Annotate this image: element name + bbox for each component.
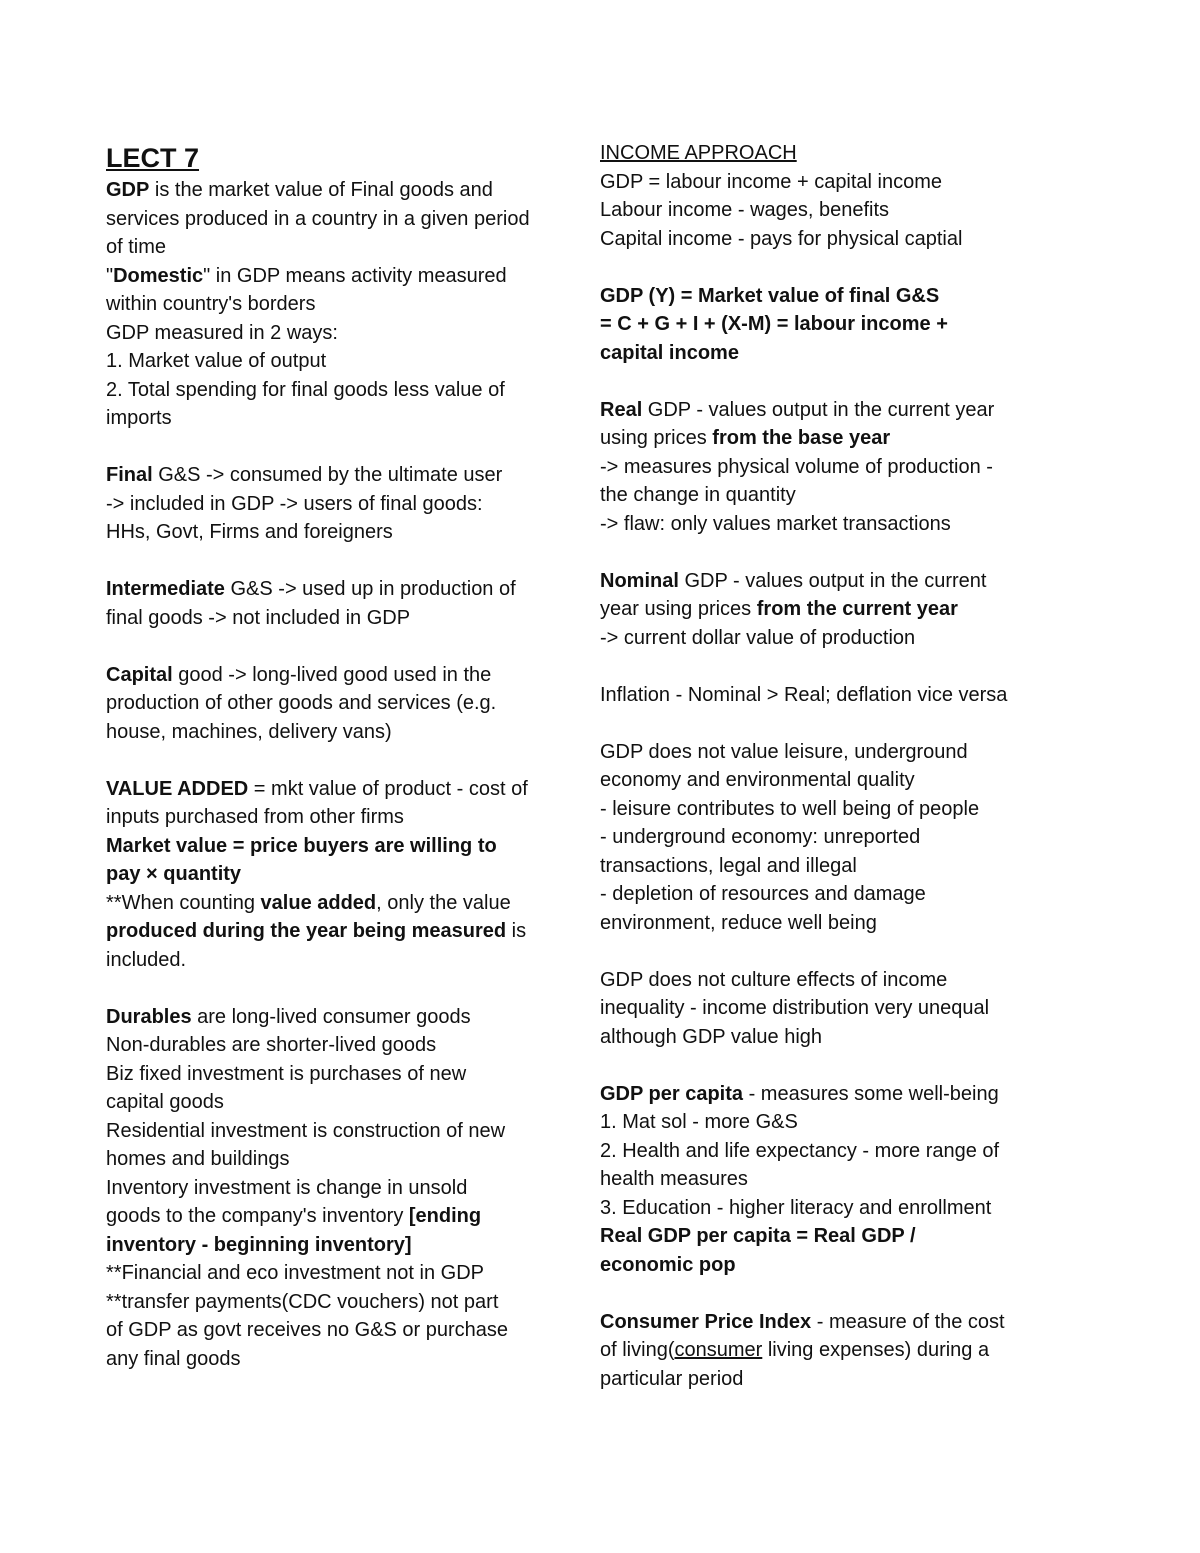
- note-text: GDP does not value leisure, underground: [600, 740, 968, 763]
- left-note-line: [106, 775, 528, 803]
- left-note-line: [106, 889, 511, 917]
- note-text: **Financial and eco investment not in GDP: [106, 1262, 484, 1284]
- note-text: 1. Market value of output: [106, 350, 327, 372]
- note-text: GDP = labour income + capital income: [600, 170, 943, 193]
- right-note-line: [600, 1336, 989, 1364]
- note-text: of GDP as govt receives no G&S or purchase: [106, 1319, 509, 1341]
- note-text: environment, reduce well being: [600, 911, 877, 934]
- right-note-line: [600, 1308, 1005, 1336]
- bold-text: GDP per capita: [600, 1082, 744, 1105]
- right-note-line: [600, 510, 951, 538]
- bold-text: pay × quantity: [106, 863, 242, 885]
- note-text: any final goods: [106, 1347, 241, 1370]
- left-note-line: [106, 1202, 481, 1230]
- underlined-text: INCOME APPROACH: [600, 142, 797, 164]
- right-note-line: [600, 453, 993, 481]
- note-text: Capital income - pays for physical captial: [600, 227, 963, 250]
- note-text: G&S -> consumed by the ultimate user: [152, 464, 503, 486]
- note-text: Inventory investment is change in unsold: [106, 1176, 468, 1199]
- note-text: Biz fixed investment is purchases of new: [106, 1062, 467, 1085]
- bold-text: capital income: [600, 341, 739, 364]
- note-text: inequality - income distribution very unequal: [600, 997, 990, 1019]
- bold-text: Durables: [106, 1005, 192, 1028]
- left-note-line: [106, 718, 392, 746]
- right-note-line: [600, 909, 877, 937]
- note-text: GDP does not culture effects of income: [600, 968, 948, 991]
- note-text: - leisure contributes to well being of people: [600, 797, 980, 820]
- note-text: " in GDP means activity measured: [203, 264, 507, 287]
- left-note-line: [106, 490, 483, 518]
- right-note-line: [600, 1222, 916, 1250]
- bold-text: Nominal: [600, 569, 679, 592]
- note-text: **transfer payments(CDC vouchers) not part: [106, 1290, 499, 1313]
- note-text: are long-lived consumer goods: [191, 1005, 471, 1028]
- bold-text: value added: [260, 891, 377, 914]
- left-note-line: [106, 1345, 241, 1373]
- right-note-line: [600, 766, 915, 794]
- left-note-line: [106, 661, 491, 689]
- right-note-line: [600, 880, 926, 908]
- bold-text: from the current year: [756, 598, 958, 620]
- note-text: goods to the company's inventory: [106, 1205, 409, 1227]
- left-note-line: [106, 176, 493, 204]
- left-note-line: [106, 376, 505, 404]
- bold-text: inventory - beginning inventory]: [106, 1233, 412, 1256]
- right-note-line: [600, 196, 889, 224]
- left-note-line: [106, 1060, 466, 1088]
- right-note-line: [600, 1137, 999, 1165]
- right-note-line: [600, 1108, 798, 1136]
- note-text: - depletion of resources and damage: [600, 883, 926, 905]
- underlined-text: consumer: [674, 1339, 763, 1361]
- note-text: = mkt value of product - cost of: [248, 777, 528, 800]
- left-note-line: [106, 803, 404, 831]
- bold-text: Consumer Price Index: [600, 1310, 812, 1333]
- bold-text: = C + G + I + (X-M) = labour income +: [600, 313, 948, 335]
- right-note-line: [600, 310, 948, 338]
- right-note-line: [600, 1023, 822, 1051]
- bold-text: Domestic: [113, 264, 204, 287]
- note-text: ": [106, 264, 114, 287]
- note-text: included.: [106, 948, 187, 971]
- note-text: living expenses) during a: [762, 1339, 990, 1361]
- left-note-line: [106, 1174, 467, 1202]
- note-text: **When counting: [106, 891, 261, 914]
- bold-text: VALUE ADDED: [106, 777, 249, 800]
- left-note-line: [106, 1288, 498, 1316]
- note-text: economy and environmental quality: [600, 769, 915, 791]
- note-text: house, machines, delivery vans): [106, 720, 392, 743]
- left-note-line: [106, 262, 507, 290]
- note-text: capital goods: [106, 1091, 224, 1113]
- right-note-line: [600, 795, 979, 823]
- note-text: Labour income - wages, benefits: [600, 199, 890, 221]
- note-text: Inflation - Nominal > Real; deflation vice versa: [600, 683, 1008, 706]
- left-note-line: [106, 689, 496, 717]
- note-text: - measure of the cost: [811, 1310, 1005, 1333]
- note-text: -> included in GDP -> users of final goods:: [106, 492, 483, 515]
- note-text: using prices: [600, 427, 713, 449]
- left-note-line: [106, 319, 338, 347]
- right-note-line: [600, 225, 962, 253]
- left-note-line: [106, 1145, 289, 1173]
- note-text: the change in quantity: [600, 484, 796, 506]
- right-note-line: [600, 567, 986, 595]
- left-note-line: [106, 1316, 508, 1344]
- note-text: HHs, Govt, Firms and foreigners: [106, 521, 393, 543]
- note-text: within country's borders: [106, 293, 316, 315]
- left-note-line: [106, 1088, 224, 1116]
- bold-text: Real: [600, 398, 643, 421]
- right-note-line: [600, 681, 1007, 709]
- right-note-line: [600, 1080, 999, 1108]
- left-note-line: [106, 860, 241, 888]
- bold-text: Capital: [106, 663, 173, 686]
- note-text: year using prices: [600, 598, 757, 620]
- note-text: final goods -> not included in GDP: [106, 606, 411, 629]
- left-note-line: [106, 575, 516, 603]
- right-note-line: [600, 738, 968, 766]
- note-text: transactions, legal and illegal: [600, 854, 857, 877]
- bold-text: Market value = price buyers are willing to: [106, 834, 497, 857]
- right-note-line: [600, 424, 890, 452]
- right-note-line: [600, 852, 857, 880]
- note-text: Non-durables are shorter-lived goods: [106, 1034, 437, 1056]
- bold-text: [ending: [408, 1205, 482, 1227]
- right-note-line: [600, 1251, 736, 1279]
- note-text: is the market value of Final goods and: [149, 179, 493, 201]
- right-note-line: [600, 1365, 743, 1393]
- left-note-line: [106, 917, 526, 945]
- bold-text: Intermediate: [106, 578, 225, 600]
- note-text: although GDP value high: [600, 1025, 823, 1048]
- right-note-line: [600, 168, 942, 196]
- note-text: GDP - values output in the current year: [642, 398, 995, 421]
- note-text: good -> long-lived good used in the: [172, 663, 492, 686]
- note-text: - measures some well-being: [743, 1082, 999, 1105]
- note-text: GDP - values output in the current: [678, 569, 987, 592]
- right-note-line: [600, 823, 920, 851]
- left-note-line: [106, 404, 172, 432]
- bold-text: Real GDP per capita = Real GDP /: [600, 1225, 916, 1247]
- right-note-line: [600, 595, 958, 623]
- right-note-line: [600, 339, 739, 367]
- note-text: production of other goods and services (e.g.: [106, 692, 497, 714]
- note-text: Residential investment is construction of new: [106, 1119, 506, 1142]
- right-note-line: [600, 1165, 748, 1193]
- note-text: homes and buildings: [106, 1148, 290, 1170]
- bold-text: produced during the year being measured: [106, 920, 507, 942]
- bold-text: economic pop: [600, 1253, 736, 1276]
- left-note-line: [106, 233, 166, 261]
- note-text: imports: [106, 407, 172, 429]
- left-note-line: [106, 205, 530, 233]
- note-text: health measures: [600, 1168, 748, 1190]
- note-text: of living(: [600, 1339, 675, 1361]
- right-note-line: [600, 481, 796, 509]
- right-note-line: [600, 624, 915, 652]
- left-note-line: [106, 1117, 505, 1145]
- left-note-line: [106, 461, 502, 489]
- note-text: - underground economy: unreported: [600, 826, 921, 848]
- note-text: of time: [106, 236, 167, 258]
- note-text: 1. Mat sol - more G&S: [600, 1111, 798, 1133]
- note-text: is: [506, 920, 527, 942]
- right-note-line: [600, 1194, 991, 1222]
- bold-text: GDP: [106, 179, 150, 201]
- note-text: 2. Health and life expectancy - more range of: [600, 1139, 1000, 1162]
- left-note-line: [106, 1231, 412, 1259]
- note-text: 3. Education - higher literacy and enrollment: [600, 1196, 992, 1219]
- note-text: services produced in a country in a given period: [106, 207, 530, 230]
- left-note-line: [106, 1003, 471, 1031]
- note-text: -> measures physical volume of production -: [600, 455, 993, 478]
- note-text: 2. Total spending for final goods less value of: [106, 378, 505, 401]
- bold-text: Final: [106, 464, 153, 486]
- left-note-line: [106, 1259, 484, 1287]
- left-note-line: [106, 347, 326, 375]
- left-note-line: [106, 946, 186, 974]
- left-note-line: [106, 290, 315, 318]
- left-note-line: [106, 832, 497, 860]
- left-note-line: [106, 1031, 436, 1059]
- note-text: -> flaw: only values market transactions: [600, 512, 951, 535]
- note-text: -> current dollar value of production: [600, 626, 916, 649]
- right-note-line: [600, 396, 994, 424]
- right-note-line: [600, 139, 797, 167]
- note-text: GDP measured in 2 ways:: [106, 321, 338, 344]
- left-note-line: [106, 518, 393, 546]
- note-text: inputs purchased from other firms: [106, 806, 404, 828]
- note-text: , only the value: [376, 891, 511, 914]
- bold-text: from the base year: [712, 427, 891, 449]
- page-title: LECT 7: [106, 143, 200, 173]
- right-note-line: [600, 994, 989, 1022]
- right-note-line: [600, 282, 939, 310]
- bold-text: GDP (Y) = Market value of final G&S: [600, 284, 940, 307]
- note-text: G&S -> used up in production of: [224, 578, 516, 600]
- left-note-line: [106, 604, 410, 632]
- right-note-line: [600, 966, 947, 994]
- note-text: particular period: [600, 1367, 744, 1390]
